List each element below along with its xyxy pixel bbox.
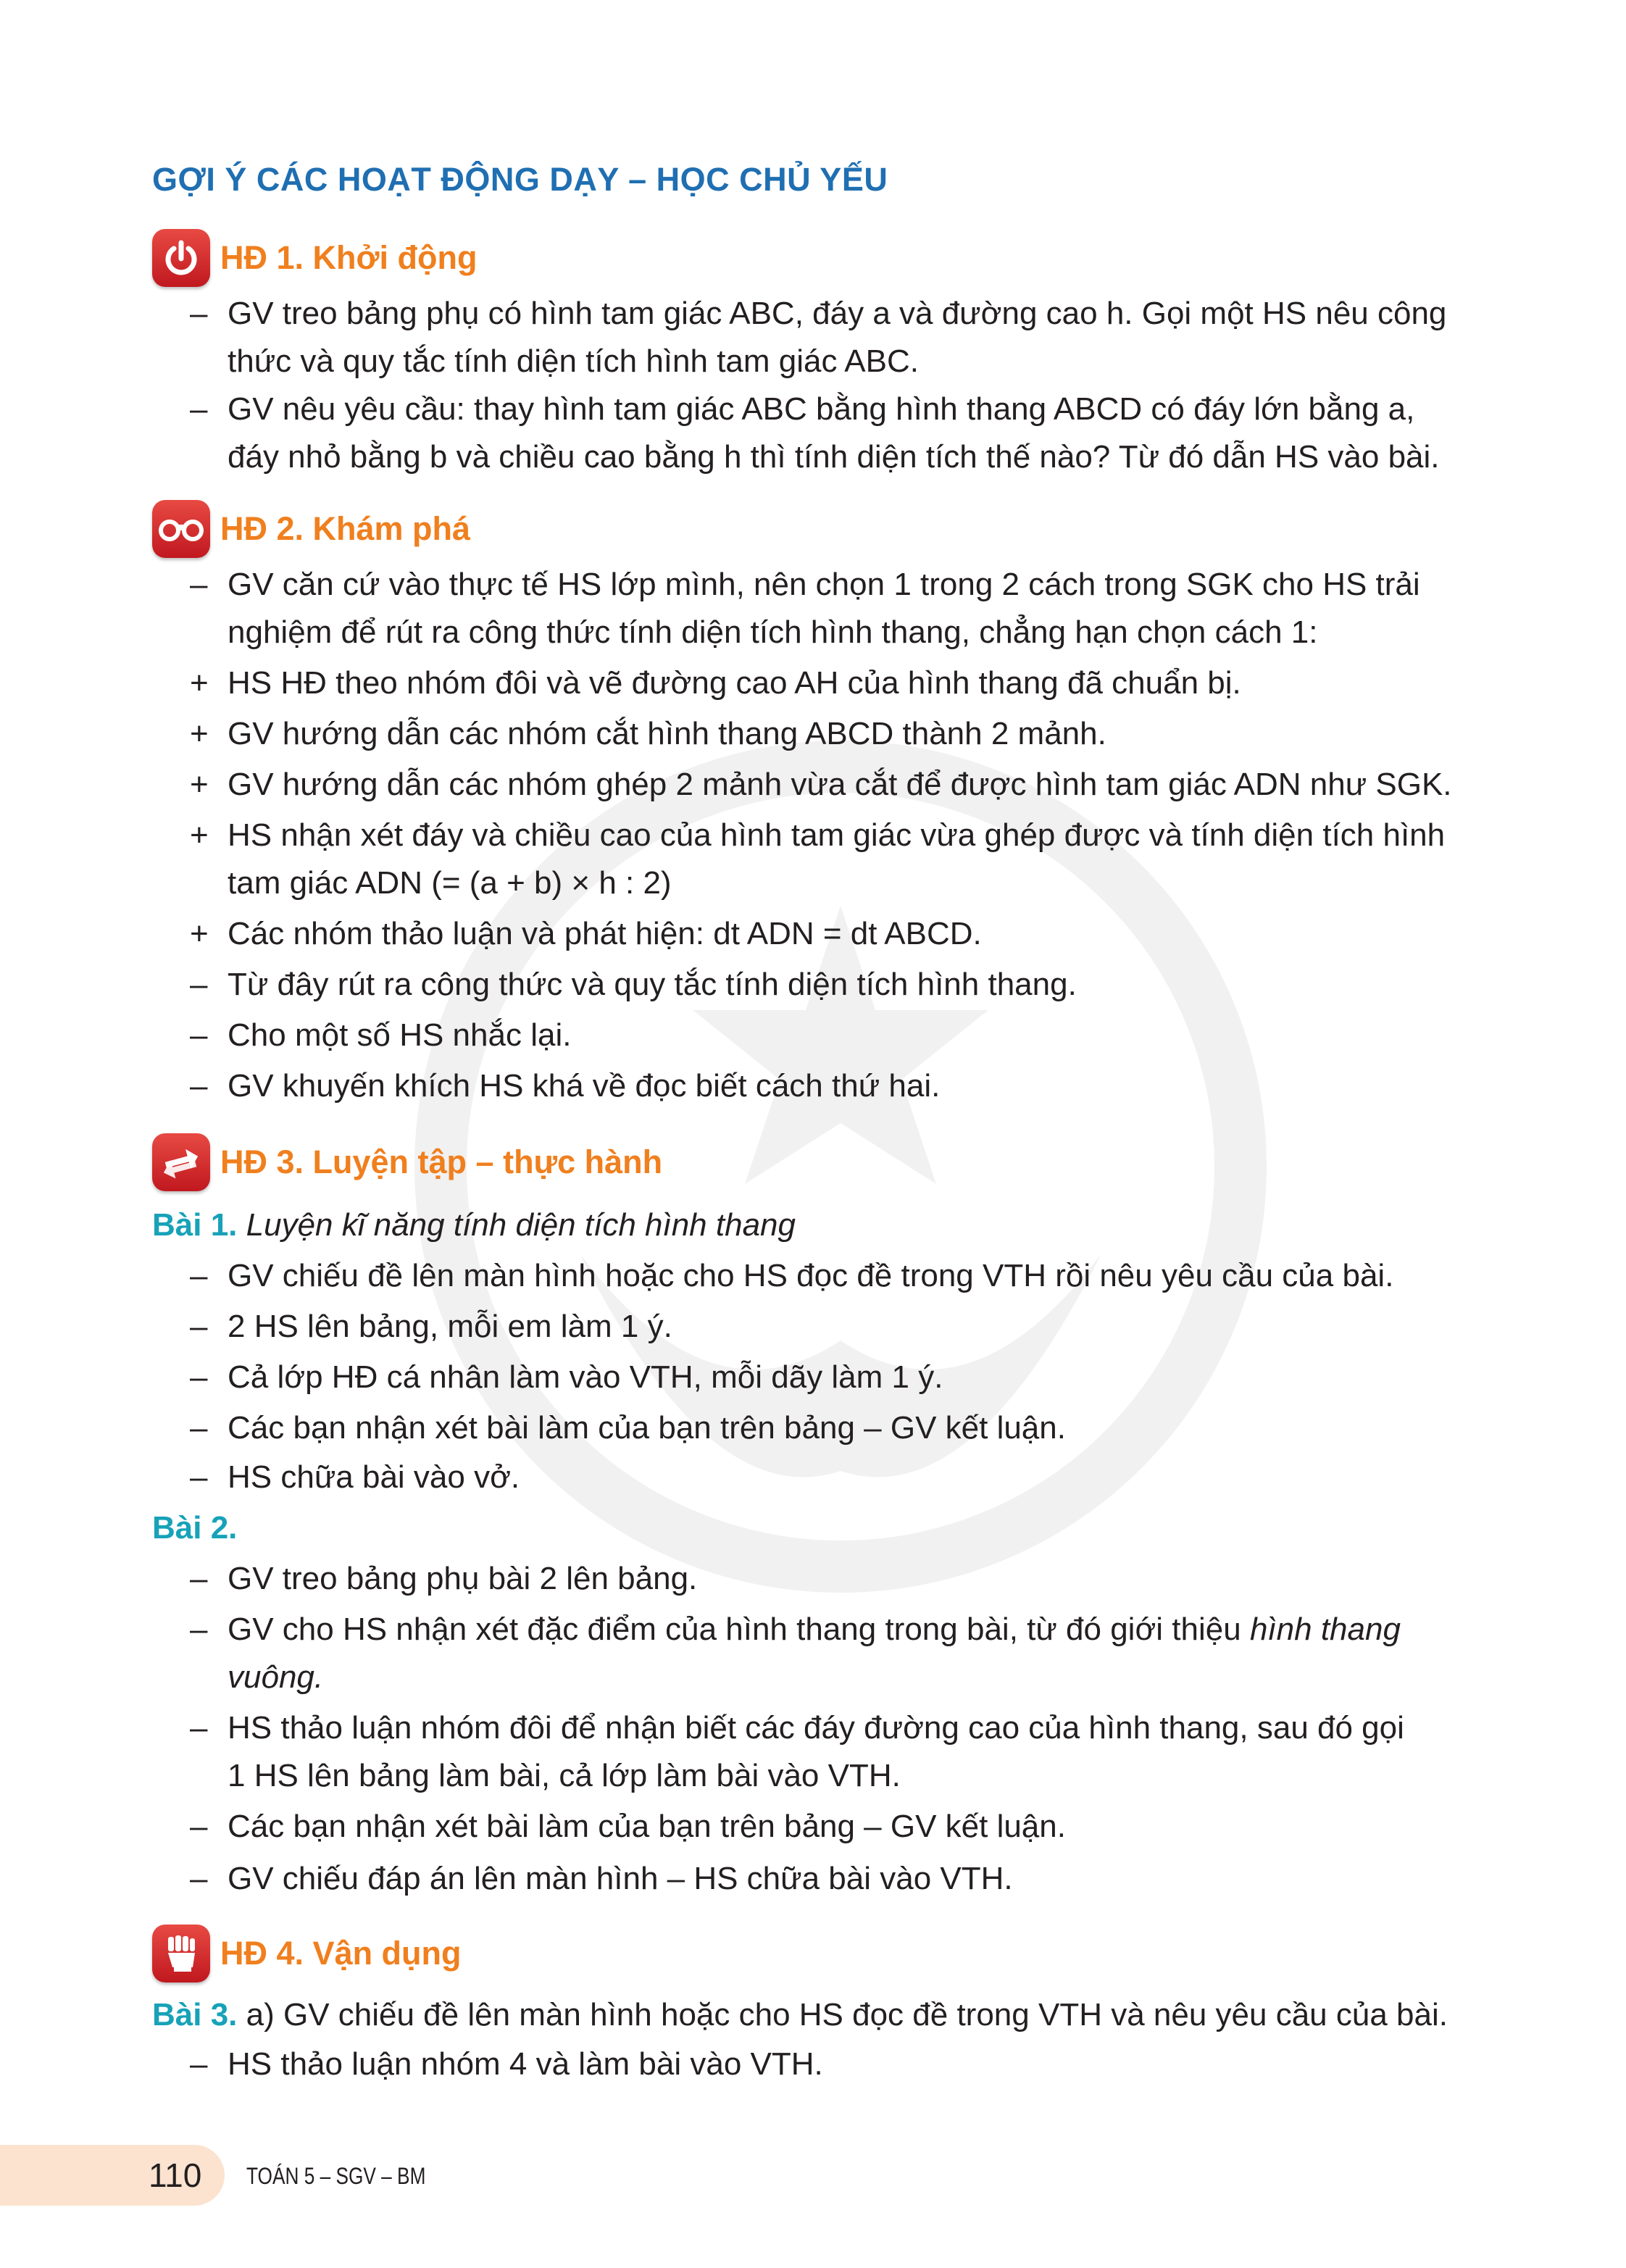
bullet-dash: – — [190, 1410, 208, 1446]
hd4-line: HS thảo luận nhóm 4 và làm bài vào VTH. — [228, 2046, 823, 2082]
bullet-dash: – — [190, 1809, 208, 1844]
hd2-line: HS HĐ theo nhóm đôi và vẽ đường cao AH của hình thang đã chuẩn bị. — [228, 665, 1241, 701]
hd2-line: GV hướng dẫn các nhóm ghép 2 mảnh vừa cắt để được hình tam giác ADN như SGK. — [228, 767, 1452, 802]
bai1-title: Luyện kĩ năng tính diện tích hình thang — [246, 1207, 796, 1243]
bullet-dash: – — [190, 1309, 208, 1344]
bullet-dash: – — [190, 1068, 208, 1104]
bullet-dash: – — [190, 967, 208, 1002]
hd3-line: GV chiếu đáp án lên màn hình – HS chữa bài vào VTH. — [228, 1861, 1013, 1896]
bullet-plus: + — [190, 767, 209, 802]
bullet-dash: – — [190, 391, 208, 427]
section-hd3-header — [152, 1133, 662, 1191]
hd1-line: GV treo bảng phụ có hình tam giác ABC, đáy a và đường cao h. Gọi một HS nêu công — [228, 296, 1447, 331]
hd3-line: HS thảo luận nhóm đôi để nhận biết các đáy đường cao của hình thang, sau đó gọi — [228, 1710, 1404, 1746]
bai1-label: Bài 1. — [152, 1207, 238, 1243]
hd3-line: Cả lớp HĐ cá nhân làm vào VTH, mỗi dãy làm 1 ý. — [228, 1359, 943, 1395]
hd3-line: 2 HS lên bảng, mỗi em làm 1 ý. — [228, 1309, 672, 1344]
hd1-line: GV nêu yêu cầu: thay hình tam giác ABC bằng hình thang ABCD có đáy lớn bằng a, — [228, 391, 1415, 427]
hd3-line: GV chiếu đề lên màn hình hoặc cho HS đọc đề trong VTH rồi nêu yêu cầu của bài. — [228, 1258, 1394, 1293]
bai3-line — [152, 1991, 1448, 2039]
hd3-line: Các bạn nhận xét bài làm của bạn trên bảng – GV kết luận. — [228, 1809, 1066, 1844]
section-hd2-header — [152, 500, 470, 558]
bullet-dash: – — [190, 1359, 208, 1395]
section-hd2-title: HĐ 2. Khám phá — [220, 510, 471, 547]
bullet-dash: – — [190, 567, 208, 602]
bullet-dash: – — [190, 1459, 208, 1495]
hd2-line: Các nhóm thảo luận và phát hiện: dt ADN = dt ABCD. — [228, 916, 982, 951]
hd2-line: Từ đây rút ra công thức và quy tắc tính diện tích hình thang. — [228, 967, 1077, 1002]
hd3-line: HS chữa bài vào vở. — [228, 1459, 520, 1495]
bai2-heading — [152, 1504, 237, 1552]
bullet-dash: – — [190, 1612, 208, 1647]
bullet-dash: – — [190, 1561, 208, 1596]
hd2-line: HS nhận xét đáy và chiều cao của hình tam giác vừa ghép được và tính diện tích hình — [228, 817, 1446, 853]
hd3-line: 1 HS lên bảng làm bài, cả lớp làm bài vào VTH. — [228, 1758, 901, 1793]
bullet-plus: + — [190, 916, 209, 951]
binoculars-icon — [152, 500, 210, 558]
hd2-line: GV khuyến khích HS khá về đọc biết cách thứ hai. — [228, 1068, 941, 1104]
hd3-line — [228, 1606, 1401, 1654]
arrows-exchange-icon — [152, 1133, 210, 1191]
hd2-line: GV hướng dẫn các nhóm cắt hình thang ABCD thành 2 mảnh. — [228, 716, 1106, 751]
section-hd1-title: HĐ 1. Khởi động — [220, 239, 478, 276]
hd2-line: Cho một số HS nhắc lại. — [228, 1017, 572, 1053]
bullet-dash: – — [190, 1861, 208, 1896]
bullet-dash: – — [190, 2046, 208, 2082]
page-number: 110 — [149, 2156, 202, 2194]
bullet-plus: + — [190, 665, 209, 701]
bullet-plus: + — [190, 716, 209, 751]
power-icon — [152, 229, 210, 287]
section-hd4-title: HĐ 4. Vận dụng — [220, 1935, 462, 1972]
bullet-plus: + — [190, 817, 209, 853]
bai3-label: Bài 3. — [152, 1997, 238, 2033]
hd2-line: GV căn cứ vào thực tế HS lớp mình, nên chọn 1 trong 2 cách trong SGK cho HS trải — [228, 567, 1420, 602]
bai1-heading — [152, 1201, 796, 1249]
bullet-dash: – — [190, 1258, 208, 1293]
section-hd3-title: HĐ 3. Luyện tập – thực hành — [220, 1143, 663, 1180]
hd2-line: nghiệm để rút ra công thức tính diện tích hình thang, chẳng hạn chọn cách 1: — [228, 614, 1318, 650]
hd3-line: vuông. — [228, 1659, 324, 1695]
hd3-line: GV treo bảng phụ bài 2 lên bảng. — [228, 1561, 698, 1596]
hd2-line: tam giác ADN (= (a + b) × h : 2) — [228, 865, 672, 901]
hd3-line-text: GV cho HS nhận xét đặc điểm của hình thang trong bài, từ đó giới thiệu — [228, 1612, 1250, 1647]
hd3-line-italic: hình thang — [1249, 1612, 1401, 1647]
page-title: GỢI Ý CÁC HOẠT ĐỘNG DẠY – HỌC CHỦ YẾU — [152, 161, 888, 198]
bullet-dash: – — [190, 1710, 208, 1746]
footer-book-title: TOÁN 5 – SGV – BM — [246, 2163, 426, 2189]
bullet-dash: – — [190, 1017, 208, 1053]
bai2-label: Bài 2. — [152, 1510, 238, 1546]
hd3-line: Các bạn nhận xét bài làm của bạn trên bảng – GV kết luận. — [228, 1410, 1066, 1446]
fist-icon — [152, 1925, 210, 1983]
hd1-line: đáy nhỏ bằng b và chiều cao bằng h thì tính diện tích thế nào? Từ đó dẫn HS vào bài. — [228, 439, 1440, 475]
section-hd4-header — [152, 1925, 462, 1983]
section-hd1-header — [152, 229, 477, 287]
hd1-line: thức và quy tắc tính diện tích hình tam giác ABC. — [228, 343, 919, 379]
bullet-dash: – — [190, 296, 208, 331]
bai3-text: a) GV chiếu đề lên màn hình hoặc cho HS đọc đề trong VTH và nêu yêu cầu của bài. — [246, 1997, 1448, 2033]
